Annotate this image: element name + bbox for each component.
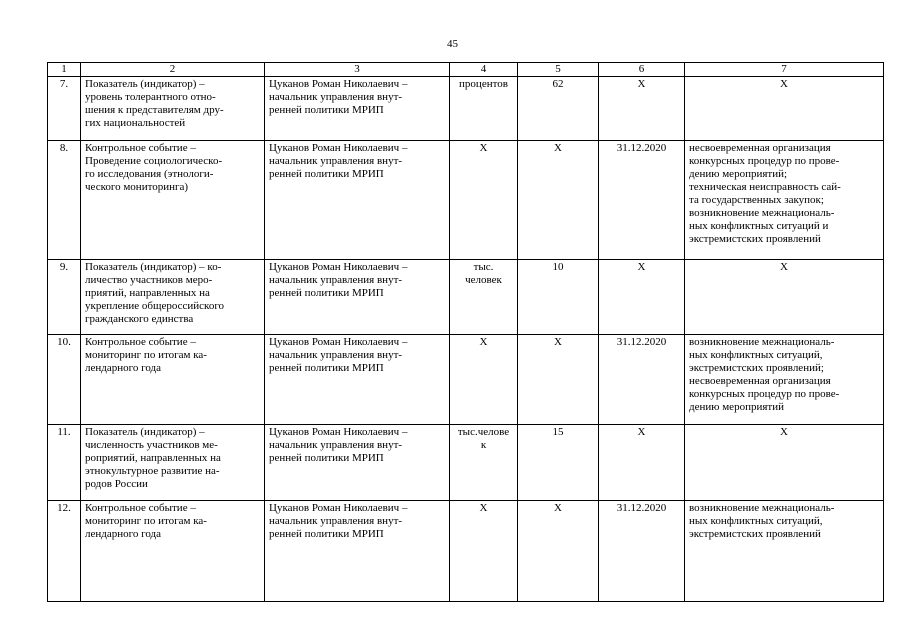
header-cell-7: 7 [685,63,884,77]
resp-line: Цуканов Роман Николаевич – [269,78,408,90]
row-number: 7. [48,77,81,141]
name-line: ческого мониторинга) [85,181,189,193]
resp-line: ренней политики МРИП [269,168,384,180]
target-value: Х [518,335,599,425]
resp-line: начальник управления внут- [269,274,403,286]
risk-line: ных конфликтных ситуаций, [689,515,823,527]
name-line: приятий, направленных на [85,287,210,299]
name-line: лендарного года [85,528,162,540]
target-value: 10 [518,260,599,335]
resp-line: Цуканов Роман Николаевич – [269,426,408,438]
responsible-person [265,77,450,141]
risk-line: экстремистских проявлений; [689,362,824,374]
risk-line: Х [780,261,788,273]
deadline-date: Х [599,260,685,335]
unit-line: тыс. [473,261,494,273]
risk-line: конкурсных процедур по прове- [689,388,840,400]
target-value: Х [518,501,599,602]
resp-line: ренней политики МРИП [269,287,384,299]
header-cell-6: 6 [599,63,685,77]
risks [685,335,884,425]
table-row [48,260,884,335]
header-cell-4: 4 [450,63,518,77]
responsible-person [265,501,450,602]
header-cell-5: 5 [518,63,599,77]
risks [685,260,884,335]
table-row [48,77,884,141]
resp-line: Цуканов Роман Николаевич – [269,142,408,154]
unit-line: к [480,439,487,451]
unit-of-measure [450,141,518,260]
name-line: укрепление общероссийского [85,300,225,312]
responsible-person [265,141,450,260]
indicator-name [81,501,265,602]
name-line: Контрольное событие – [85,336,196,348]
name-line: шения к представителям дру- [85,104,224,116]
table-row [48,141,884,260]
name-line: го исследования (этнологи- [85,168,214,180]
risk-line: возникновение межнациональ- [689,336,835,348]
deadline-date: 31.12.2020 [599,141,685,260]
table-row [48,335,884,425]
risk-line: несвоевременная организация [689,375,831,387]
risks [685,501,884,602]
row-number: 9. [48,260,81,335]
unit-of-measure [450,260,518,335]
indicators-table [47,62,884,602]
unit-of-measure [450,425,518,501]
risk-line: экстремистских проявлений [689,233,821,245]
unit-line: Х [479,142,488,154]
resp-line: Цуканов Роман Николаевич – [269,336,408,348]
header-cell-3: 3 [265,63,450,77]
deadline-date: 31.12.2020 [599,335,685,425]
risk-line: возникновение межнациональ- [689,207,835,219]
indicator-name [81,260,265,335]
name-line: Контрольное событие – [85,502,196,514]
name-line: личество участников меро- [85,274,213,286]
risk-line: ных конфликтных ситуаций, [689,349,823,361]
risks [685,425,884,501]
resp-line: начальник управления внут- [269,91,403,103]
row-number: 10. [48,335,81,425]
risk-line: несвоевременная организация [689,142,831,154]
name-line: Показатель (индикатор) – [85,426,205,438]
name-line: уровень толерантного отно- [85,91,216,103]
unit-line: человек [465,274,502,286]
table-row [48,501,884,602]
responsible-person [265,425,450,501]
risk-line: та государственных закупок; [689,194,824,206]
risk-line: конкурсных процедур по прове- [689,155,840,167]
name-line: Показатель (индикатор) – [85,78,205,90]
row-number: 12. [48,501,81,602]
deadline-date: Х [599,77,685,141]
name-line: гражданского единства [85,313,194,325]
risk-line: ных конфликтных ситуаций и [689,220,829,232]
risk-line: дению мероприятий [689,401,784,413]
name-line: гих национальностей [85,117,186,129]
unit-of-measure [450,335,518,425]
unit-of-measure [450,501,518,602]
target-value: 62 [518,77,599,141]
name-line: мониторинг по итогам ка- [85,515,207,527]
header-cell-1: 1 [48,63,81,77]
unit-line: тыс.челове [457,426,510,438]
header-cell-2: 2 [81,63,265,77]
responsible-person [265,335,450,425]
deadline-date: Х [599,425,685,501]
name-line: родов России [85,478,148,490]
risks [685,141,884,260]
target-value: Х [518,141,599,260]
resp-line: начальник управления внут- [269,515,403,527]
table-row [48,425,884,501]
resp-line: ренней политики МРИП [269,362,384,374]
unit-line: процентов [459,78,508,90]
target-value: 15 [518,425,599,501]
name-line: мониторинг по итогам ка- [85,349,207,361]
risk-line: Х [780,78,788,90]
resp-line: ренней политики МРИП [269,104,384,116]
risk-line: Х [780,426,788,438]
resp-line: ренней политики МРИП [269,452,384,464]
resp-line: начальник управления внут- [269,155,403,167]
name-line: роприятий, направленных на [85,452,221,464]
header-row [48,63,884,77]
row-number: 8. [48,141,81,260]
unit-of-measure [450,77,518,141]
risk-line: экстремистских проявлений [689,528,821,540]
responsible-person [265,260,450,335]
resp-line: начальник управления внут- [269,439,403,451]
indicator-name [81,425,265,501]
page-number: 45 [447,38,458,50]
name-line: численность участников ме- [85,439,218,451]
indicator-name [81,77,265,141]
name-line: лендарного года [85,362,162,374]
risk-line: техническая неисправность сай- [689,181,841,193]
indicator-name [81,141,265,260]
unit-line: Х [479,336,488,348]
risks [685,77,884,141]
indicator-name [81,335,265,425]
deadline-date: 31.12.2020 [599,501,685,602]
risk-line: дению мероприятий; [689,168,788,180]
name-line: Показатель (индикатор) – ко- [85,261,222,273]
resp-line: Цуканов Роман Николаевич – [269,502,408,514]
name-line: Проведение социологическо- [85,155,223,167]
resp-line: Цуканов Роман Николаевич – [269,261,408,273]
name-line: Контрольное событие – [85,142,196,154]
row-number: 11. [48,425,81,501]
resp-line: ренней политики МРИП [269,528,384,540]
name-line: этнокультурное развитие на- [85,465,220,477]
resp-line: начальник управления внут- [269,349,403,361]
unit-line: Х [479,502,488,514]
risk-line: возникновение межнациональ- [689,502,835,514]
